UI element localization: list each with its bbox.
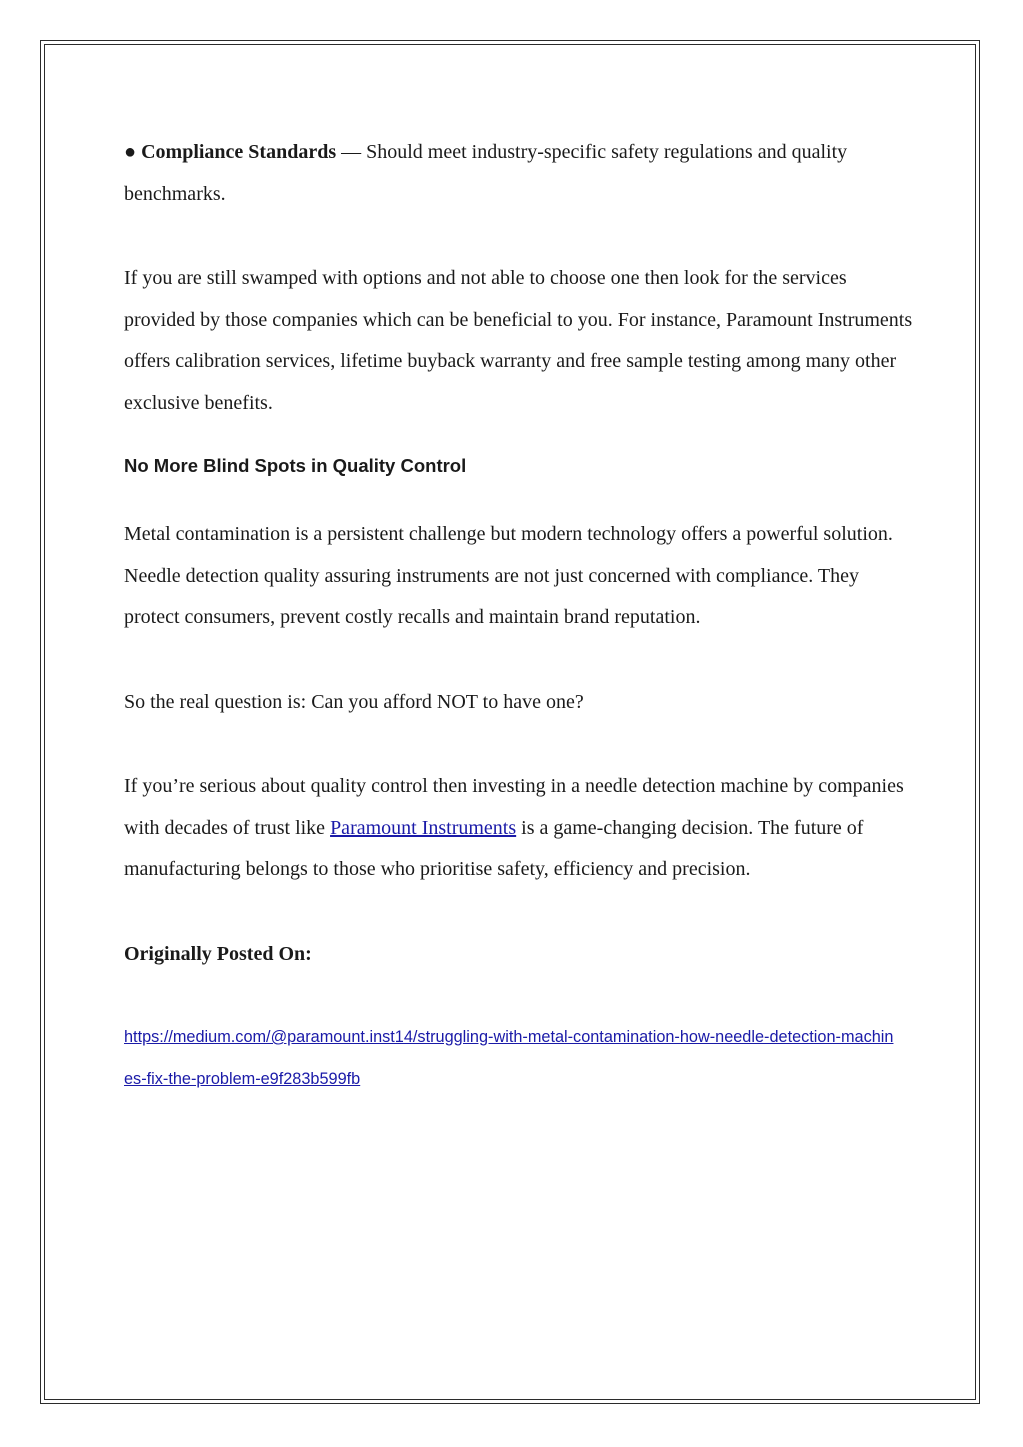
question-paragraph: So the real question is: Can you afford NOT to have one? xyxy=(124,690,584,713)
bullet-text: Should meet industry-specific safety regulations and quality benchmarks. xyxy=(124,141,848,205)
bullet-title: Compliance Standards xyxy=(141,141,337,163)
options-paragraph: If you are still swamped with options and not able to choose one then look for the services provided by those companies which can be beneficial to you. For instance, Paramount Instruments offers calibration services, lifetime buyback warranty and free sample testing among many other exclusive benefits. xyxy=(124,267,913,414)
bullet-symbol: ● xyxy=(124,141,137,163)
closing-text-before: If you’re serious about quality control then investing in a needle detection machine by companies with decades of trust like xyxy=(124,775,904,839)
document-content xyxy=(124,132,914,1100)
source-url-link[interactable]: https://medium.com/@paramount.inst14/struggling-with-metal-contamination-how-needle-detection-machines-fix-the-problem-e9f283b599fb xyxy=(124,1028,894,1088)
metal-paragraph: Metal contamination is a persistent challenge but modern technology offers a powerful solution. Needle detection quality assuring instruments are not just concerned with compliance. They protect consumers, prevent costly recalls and maintain brand reputation. xyxy=(124,523,893,628)
closing-paragraph xyxy=(124,766,914,891)
closing-text-after: is a game-changing decision. The future of manufacturing belongs to those who prioritise safety, efficiency and precision. xyxy=(124,816,864,880)
bullet-separator: — xyxy=(341,141,362,163)
source-url-block xyxy=(124,1017,894,1100)
paramount-instruments-link[interactable]: Paramount Instruments xyxy=(330,816,517,839)
originally-posted-heading: Originally Posted On: xyxy=(124,942,312,965)
section-heading: No More Blind Spots in Quality Control xyxy=(124,455,467,476)
compliance-bullet xyxy=(124,132,914,215)
